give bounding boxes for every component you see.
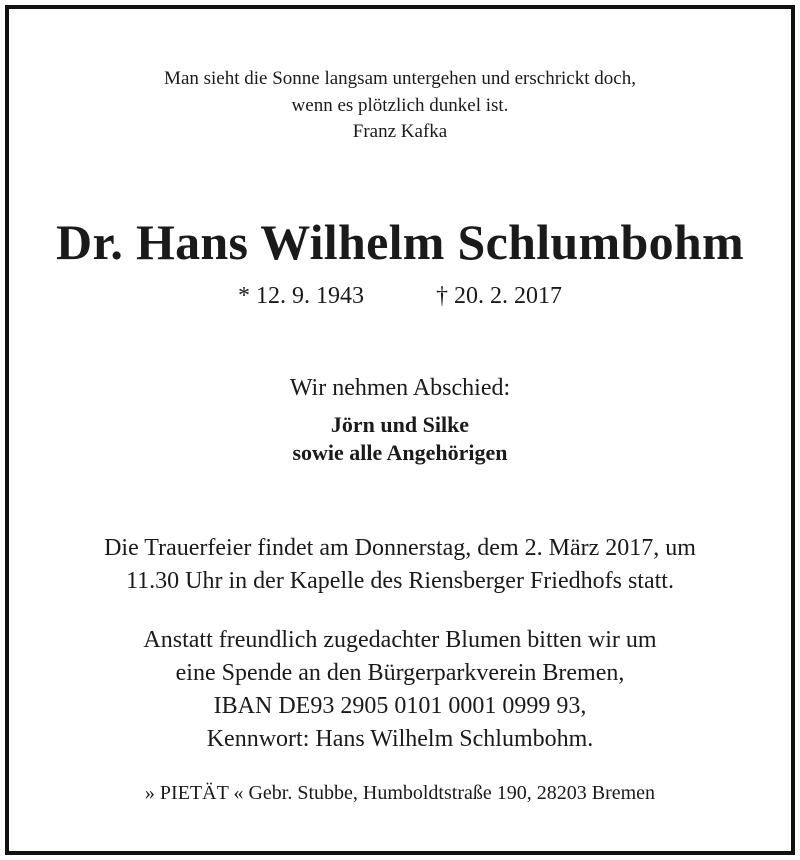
birth-date: * 12. 9. 1943 — [238, 283, 364, 309]
deceased-name: Dr. Hans Wilhelm Schlumbohm — [56, 214, 744, 270]
donation-line-2: eine Spende an den Bürgerparkverein Bremen, — [175, 660, 625, 686]
mourners-line-2: sowie alle Angehörigen — [292, 440, 508, 465]
service-line-2: 11.30 Uhr in der Kapelle des Riensberger Friedhofs statt. — [126, 568, 674, 594]
death-date: † 20. 2. 2017 — [436, 283, 562, 309]
quote-author: Franz Kafka — [352, 121, 448, 142]
funeral-home-info: » PIETÄT « Gebr. Stubbe, Humboldtstraße 190, 28203 Bremen — [144, 782, 656, 804]
mourners-line-1: Jörn und Silke — [330, 412, 470, 437]
service-line-1: Die Trauerfeier findet am Donnerstag, dem 2. März 2017, um — [104, 535, 696, 561]
donation-line-1: Anstatt freundlich zugedachter Blumen bitten wir um — [143, 627, 657, 653]
quote-line-1: Man sieht die Sonne langsam untergehen und erschrickt doch, — [164, 68, 636, 89]
donation-keyword: Kennwort: Hans Wilhelm Schlumbohm. — [206, 726, 594, 752]
quote-line-2: wenn es plötzlich dunkel ist. — [291, 95, 509, 116]
life-dates — [9, 281, 791, 311]
donation-iban: IBAN DE93 2905 0101 0001 0999 93, — [213, 693, 587, 719]
obituary-notice — [5, 5, 795, 855]
farewell-heading: Wir nehmen Abschied: — [289, 375, 511, 401]
